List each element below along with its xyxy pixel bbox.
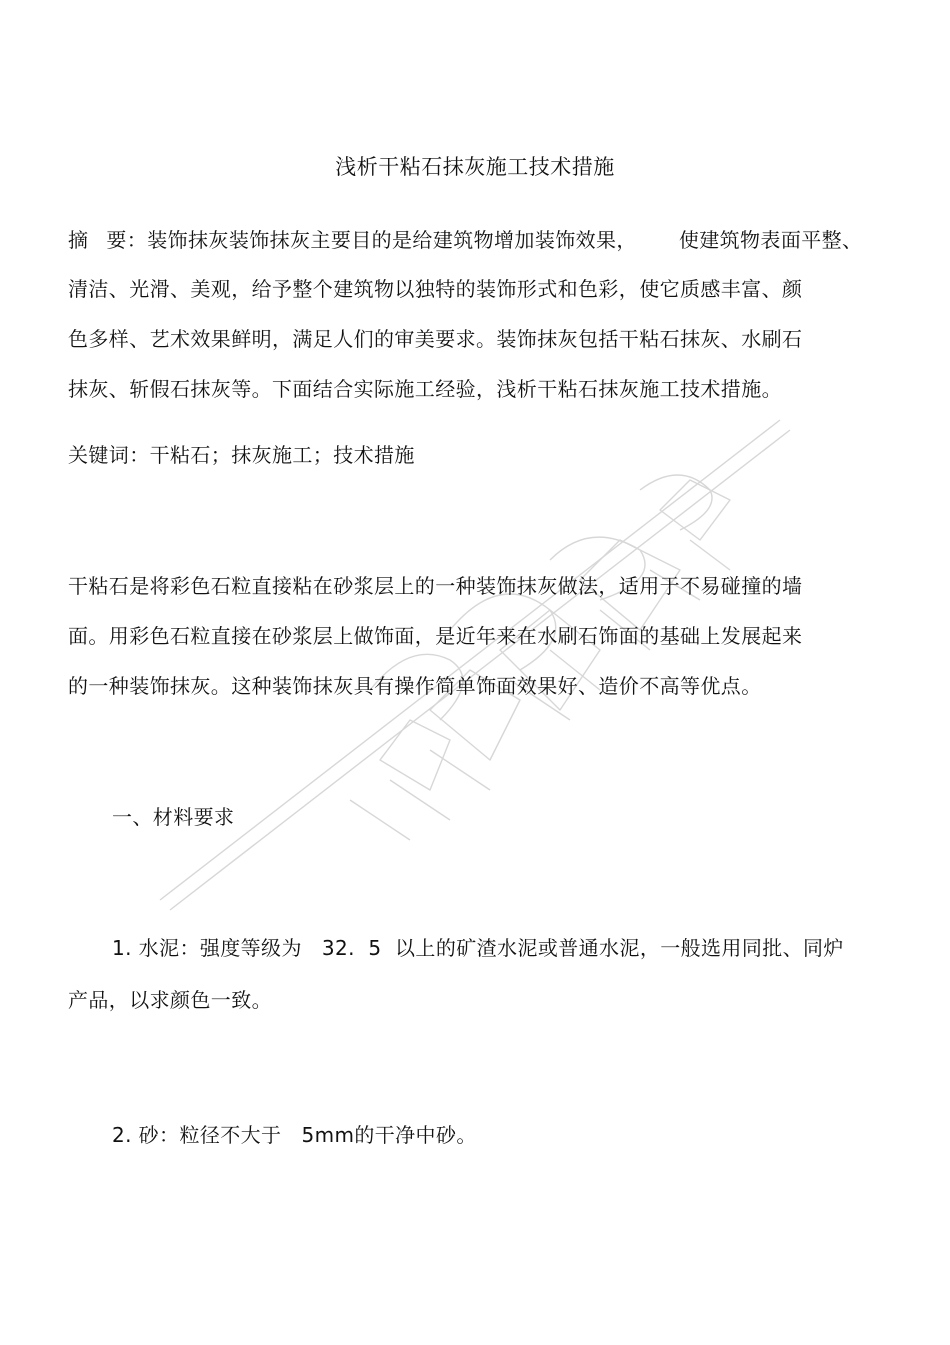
item-1-prefix: 1. 水泥：强度等级为	[112, 936, 302, 960]
item-1-line-1	[112, 933, 844, 963]
item-1-value-b: 5	[368, 936, 382, 960]
section-heading-materials: 一、材料要求	[112, 805, 235, 829]
abstract-text-1a: 装饰抹灰装饰抹灰主要目的是给建筑物增加装饰效果，	[147, 228, 637, 252]
item-2-line	[112, 1120, 477, 1150]
item-2-rest: 的干净中砂。	[354, 1123, 477, 1147]
document-title: 浅析干粘石抹灰施工技术措施	[335, 155, 615, 179]
keywords-line: 关键词：干粘石；抹灰施工；技术措施	[68, 443, 415, 467]
item-1-rest: 以上的矿渣水泥或普通水泥，一般选用同批、同炉	[395, 936, 844, 960]
item-1-value-a: 32.	[321, 936, 355, 960]
abstract-label-right: 要：	[106, 228, 148, 252]
item-2-prefix: 2. 砂：粒径不大于	[112, 1123, 282, 1147]
abstract-line-3: 色多样、艺术效果鲜明，满足人们的审美要求。装饰抹灰包括干粘石抹灰、水刷石	[68, 327, 803, 351]
intro-line-2: 面。用彩色石粒直接在砂浆层上做饰面，是近年来在水刷石饰面的基础上发展起来	[68, 624, 803, 648]
abstract-text-1b: 使建筑物表面平整、	[678, 228, 863, 252]
intro-line-3: 的一种装饰抹灰。这种装饰抹灰具有操作简单饰面效果好、造价不高等优点。	[68, 674, 762, 698]
intro-line-1: 干粘石是将彩色石粒直接粘在砂浆层上的一种装饰抹灰做法，适用于不易碰撞的墙	[68, 574, 803, 598]
abstract-label-left: 摘	[68, 228, 89, 252]
item-1-line-2: 产品，以求颜色一致。	[68, 988, 272, 1012]
abstract-line-1	[68, 225, 862, 255]
abstract-line-2: 清洁、光滑、美观，给予整个建筑物以独特的装饰形式和色彩，使它质感丰富、颜	[68, 277, 803, 301]
abstract-line-4: 抹灰、斩假石抹灰等。下面结合实际施工经验，浅析干粘石抹灰施工技术措施。	[68, 377, 782, 401]
item-2-value: 5mm	[301, 1123, 355, 1147]
